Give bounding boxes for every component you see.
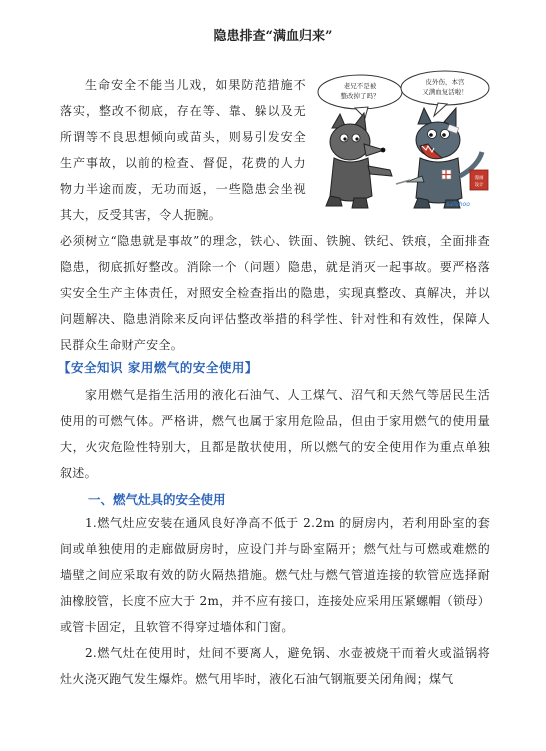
stove-item-2: 2.燃气灶在使用时，灶间不要离人，避免锅、水壶被烧干而着火或溢锅将灶火浇灭跑气发生爆炸。燃气用毕时，液化石油气钢瓶要关闭角阀；煤气 <box>60 646 490 686</box>
svg-text:皮外伤，本宫: 皮外伤，本宫 <box>425 78 465 86</box>
svg-text:又满血复活啦！: 又满血复活啦！ <box>422 88 468 96</box>
hidden-danger-paragraph: 必须树立“隐患就是事故”的理念，铁心、铁面、铁腕、铁纪、铁痕，全面排查隐患，彻底抓好整改。消除一个（问题）隐患，就是消灭一起事故。要严格落实安全生产主体责任，对照安全检查指出的隐患，实现真整改、真解决，并以问题解决、隐患消除来反向评估整改举措的科学性、针对性和有效性，保障人民群众生命财产安全。 <box>60 234 490 352</box>
speech-bubble-left <box>318 75 402 118</box>
wolf-cartoon-illustration <box>310 66 494 216</box>
subsection-heading-stove: 一、燃气灶具的安全使用 <box>88 492 226 507</box>
section-heading-gas-safety: 【安全知识 家用燃气的安全使用】 <box>58 360 258 375</box>
svg-text:漫画: 漫画 <box>474 176 484 181</box>
cartoon-watermark: safehoo <box>446 201 470 208</box>
svg-text:老兄不是被: 老兄不是被 <box>343 82 377 90</box>
gas-intro-paragraph: 家用燃气是指生活用的液化石油气、人工煤气、沼气和天然气等居民生活使用的可燃气体。严格讲，燃气也属于家用危险品，但由于家用燃气的使用量大，火灾危险性特别大，且都是散状使用，所以燃气的安全使用作为重点单独叙述。 <box>60 388 490 480</box>
right-wolf-figure <box>396 108 482 208</box>
stove-item-1: 1.燃气灶应安装在通风良好净高不低于 2.2m 的厨房内，若利用卧室的套间或单独使用的走廊做厨房时，应设门并与卧室隔开；燃气灶与可燃或难燃的墙壁之间应采取有效的防火隔热措施。燃气灶与燃气管道连接的软管应选择耐油橡胶管，长度不应大于 2m，并不应有接口，连接处应采用压紧螺帽（锁母）或管卡固定，且软管不得穿过墙体和门窗。 <box>60 516 490 634</box>
intro-paragraph: 生命安全不能当儿戏，如果防范措施不落实，整改不彻底，存在等、靠、躲以及无所谓等不良思想倾向或苗头，则易引发安全生产事故，以前的检查、督促，花费的人力物力半途而废，无功而返，一些隐患会坐视其大，反受其害，令人扼腕。 <box>60 78 306 222</box>
cartoon-stamp <box>470 170 488 190</box>
svg-text:设计: 设计 <box>474 183 484 188</box>
page-title: 隐患排查“满血归来” <box>213 29 333 44</box>
left-wolf-figure <box>326 113 392 208</box>
speech-bubble-right <box>401 71 489 116</box>
svg-text:整改掉了吗？: 整改掉了吗？ <box>340 92 380 100</box>
